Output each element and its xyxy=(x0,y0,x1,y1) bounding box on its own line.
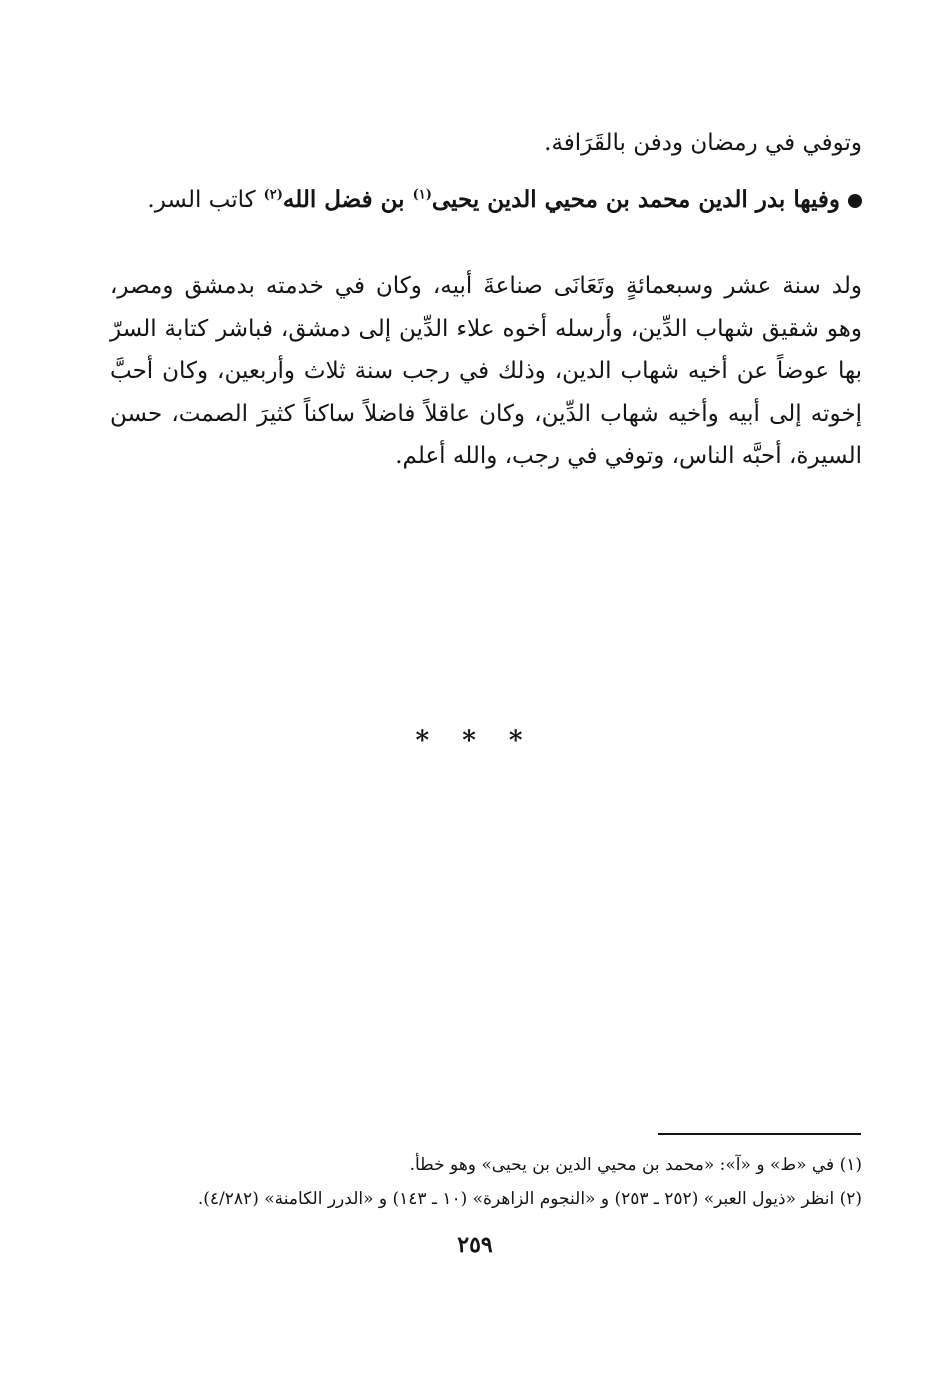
entry-title: كاتب السر. xyxy=(147,187,256,213)
biography-paragraph xyxy=(110,265,862,478)
biography-text: ولد سنة عشر وسبعمائةٍ وتَعَانَى صناعةَ أبيه، وكان في خدمته بدمشق ومصر، وهو شقيق شهاب الدِّين، وأرسله أخوه علاء الدِّين إلى دمشق، فباشر كتابة السرّ بها عوضاً عن أخيه شهاب الدين، وذلك في رجب سنة ثلاث وأربعين، وكان أحبَّ إخوته إلى أبيه وأخيه شهاب الدِّين، وكان عاقلاً فاضلاً ساكناً كثيرَ الصمت، حسن السيرة، أحبَّه الناس، وتوفي في رجب، والله أعلم. xyxy=(110,273,862,469)
footnotes xyxy=(110,1148,862,1216)
entry-heading-line xyxy=(110,178,862,222)
death-sentence: وتوفي في رمضان ودفن بالقَرَافة. xyxy=(544,130,862,156)
footnote-ref-1[interactable]: (١) xyxy=(412,187,432,203)
entry-heading xyxy=(110,178,862,222)
bullet-icon xyxy=(848,194,862,208)
footnote-ref-2[interactable]: (٢) xyxy=(263,187,283,203)
text-line-death xyxy=(110,118,862,168)
entry-name-family: بن فضل الله xyxy=(282,186,405,213)
page-number: ٢٥٩ xyxy=(457,1232,493,1258)
entry-name: وفيها بدر الدين محمد بن محيي الدين يحيى xyxy=(431,186,840,213)
footnote-1: (١) في «ط» و «آ»: «محمد بن محيي الدين بن يحيى» وهو خطأ. xyxy=(409,1155,862,1175)
footnote-divider xyxy=(658,1133,861,1135)
section-separator: * * * xyxy=(415,726,535,756)
footnote-2: (٢) انظر «ذيول العبر» (٢٥٢ ـ ٢٥٣) و «النجوم الزاهرة» (١٠ ـ ١٤٣) و «الدرر الكامنة» (٤/٢٨٢). xyxy=(197,1189,862,1209)
